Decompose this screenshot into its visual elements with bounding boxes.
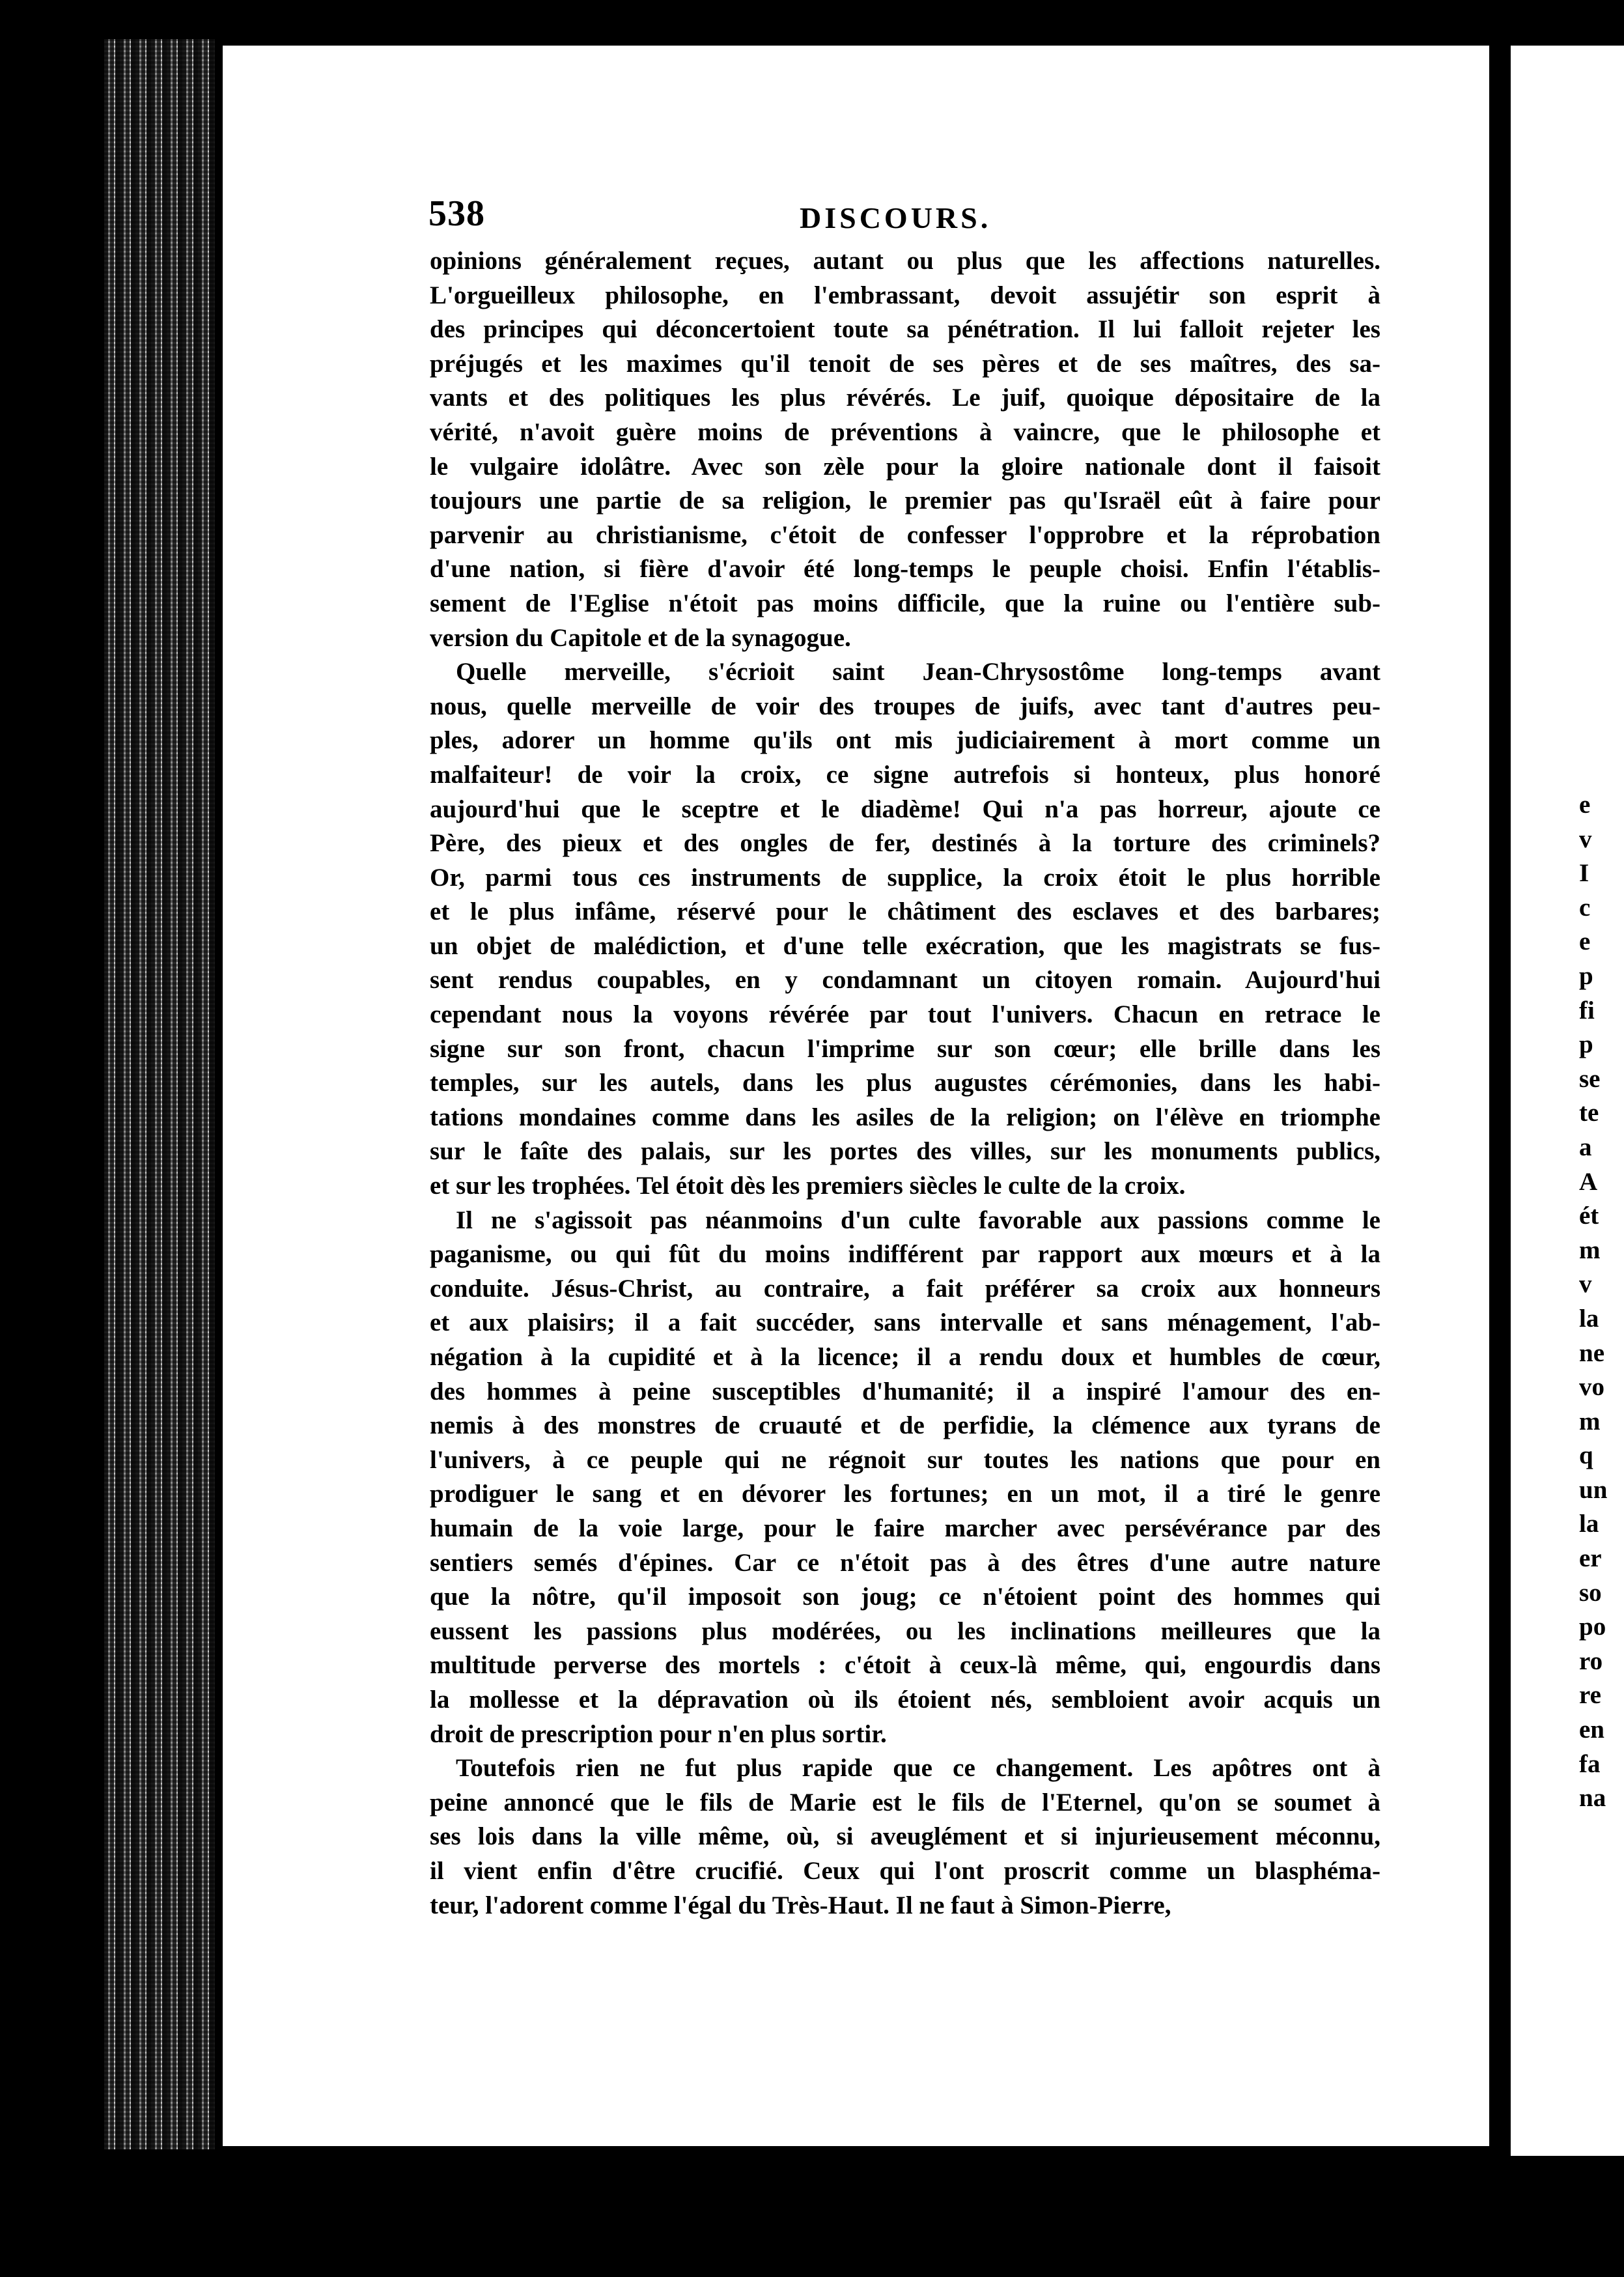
text-line: toujours une partie de sa religion, le premier pas qu'Israël eût à faire pour — [430, 487, 1380, 515]
adjacent-page-fragment: la — [1579, 1304, 1599, 1333]
text-line: négation à la cupidité et à la licence; il a rendu doux et humbles de cœur, — [430, 1343, 1380, 1371]
text-line: peine annoncé que le fils de Marie est le fils de l'Eternel, qu'on se soumet à — [430, 1788, 1380, 1817]
page-shadow — [215, 39, 223, 2149]
adjacent-page-fragment: te — [1579, 1099, 1599, 1127]
text-line: temples, sur les autels, dans les plus augustes cérémonies, dans les habi- — [430, 1069, 1380, 1097]
text-line: sement de l'Eglise n'étoit pas moins difficile, que la ruine ou l'entière sub- — [430, 589, 1380, 617]
text-line: d'une nation, si fière d'avoir été long-temps le peuple choisi. Enfin l'établis- — [430, 555, 1380, 584]
book-binding-edge — [104, 39, 215, 2149]
text-line: Père, des pieux et des ongles de fer, destinés à la torture des criminels? — [430, 829, 1380, 858]
text-line: Quelle merveille, s'écrioit saint Jean-Chrysostôme long-temps avant — [456, 658, 1380, 686]
paragraph — [430, 1751, 1380, 1923]
text-line: un objet de malédiction, et d'une telle exécration, que les magistrats se fus- — [430, 931, 1380, 960]
text-line: signe sur son front, chacun l'imprime sur son cœur; elle brille dans les — [430, 1034, 1380, 1063]
adjacent-page-fragment: en — [1579, 1716, 1604, 1744]
adjacent-page-fragment: a — [1579, 1133, 1592, 1161]
text-line: et aux plaisirs; il a fait succéder, sans intervalle et sans ménagement, l'ab- — [430, 1308, 1380, 1337]
text-line: L'orgueilleux philosophe, en l'embrassant, devoit assujétir son esprit à — [430, 281, 1380, 309]
adjacent-page-fragment: so — [1579, 1578, 1602, 1607]
text-line: parvenir au christianisme, c'étoit de confesser l'opprobre et la réprobation — [430, 520, 1380, 549]
text-line: sentiers semés d'épines. Car ce n'étoit pas à des êtres d'une autre nature — [430, 1548, 1380, 1577]
text-line: aujourd'hui que le sceptre et le diadème! Qui n'a pas horreur, ajoute ce — [430, 795, 1380, 823]
text-line: Il ne s'agissoit pas néanmoins d'un culte favorable aux passions comme le — [456, 1206, 1380, 1234]
text-line: sent rendus coupables, en y condamnant un citoyen romain. Aujourd'hui — [430, 966, 1380, 995]
page-number: 538 — [428, 193, 485, 234]
adjacent-page-fragment: re — [1579, 1681, 1601, 1710]
text-line: ses lois dans la ville même, où, si aveuglément et si injurieusement méconnu, — [430, 1822, 1380, 1851]
book-gutter — [1489, 39, 1511, 2156]
adjacent-page-fragment: fi — [1579, 996, 1595, 1025]
text-line: ples, adorer un homme qu'ils ont mis judiciairement à mort comme un — [430, 726, 1380, 755]
text-line: multitude perverse des mortels : c'étoit à ceux-là même, qui, engourdis dans — [430, 1651, 1380, 1680]
adjacent-page-fragment: er — [1579, 1544, 1602, 1573]
adjacent-page-fragment: m — [1579, 1407, 1601, 1436]
text-line: que la nôtre, qu'il imposoit son joug; ce n'étoient point des hommes qui — [430, 1583, 1380, 1611]
text-line: il vient enfin d'être crucifié. Ceux qui l'ont proscrit comme un blasphéma- — [430, 1856, 1380, 1885]
adjacent-page-fragment: vo — [1579, 1373, 1604, 1402]
text-line: et sur les trophées. Tel étoit dès les premiers siècles le culte de la croix. — [430, 1172, 1186, 1200]
text-line: tations mondaines comme dans les asiles de la religion; on l'élève en triomphe — [430, 1103, 1380, 1131]
text-line: humain de la voie large, pour le faire marcher avec persévérance par des — [430, 1514, 1380, 1542]
text-line: des principes qui déconcertoient toute sa pénétration. Il lui falloit rejeter les — [430, 315, 1380, 344]
text-line: malfaiteur! de voir la croix, ce signe autrefois si honteux, plus honoré — [430, 760, 1380, 789]
text-line: des hommes à peine susceptibles d'humanité; il a inspiré l'amour des en- — [430, 1377, 1380, 1406]
paragraph — [430, 1204, 1380, 1752]
adjacent-page-fragment: I — [1579, 859, 1589, 888]
adjacent-page-text — [1579, 788, 1607, 1816]
paragraph — [430, 655, 1380, 1204]
adjacent-page-fragment: un — [1579, 1475, 1608, 1504]
text-line: et le plus infâme, réservé pour le châtiment des esclaves et des barbares; — [430, 898, 1380, 926]
text-line: droit de prescription pour n'en plus sortir. — [430, 1719, 887, 1748]
adjacent-page-fragment: ne — [1579, 1338, 1604, 1367]
adjacent-page-fragment: p — [1579, 1030, 1593, 1059]
adjacent-page-fragment: la — [1579, 1510, 1599, 1538]
adjacent-page-fragment: ro — [1579, 1647, 1603, 1675]
adjacent-page — [1511, 46, 1624, 2156]
text-line: cependant nous la voyons révérée par tout l'univers. Chacun en retrace le — [430, 1000, 1380, 1029]
paragraph — [430, 244, 1380, 655]
adjacent-page-fragment: m — [1579, 1236, 1601, 1264]
body-text — [430, 244, 1380, 1923]
text-line: opinions généralement reçues, autant ou plus que les affections naturelles. — [430, 247, 1380, 275]
text-line: version du Capitole et de la synagogue. — [430, 623, 851, 652]
text-line: Or, parmi tous ces instruments de supplice, la croix étoit le plus horrible — [430, 863, 1380, 892]
adjacent-page-fragment: fa — [1579, 1749, 1601, 1778]
text-line: l'univers, à ce peuple qui ne régnoit sur toutes les nations que pour en — [430, 1445, 1380, 1474]
text-line: préjugés et les maximes qu'il tenoit de ses pères et de ses maîtres, des sa- — [430, 349, 1380, 378]
text-line: eussent les passions plus modérées, ou les inclinations meilleures que la — [430, 1617, 1380, 1645]
adjacent-page-fragment: e — [1579, 791, 1591, 819]
text-line: prodiguer le sang et en dévorer les fortunes; en un mot, il a tiré le genre — [430, 1480, 1380, 1508]
adjacent-page-fragment: v — [1579, 1270, 1592, 1299]
text-line: conduite. Jésus-Christ, au contraire, a fait préférer sa croix aux honneurs — [430, 1274, 1380, 1303]
text-line: vants et des politiques les plus révérés. Le juif, quoique dépositaire de la — [430, 384, 1380, 412]
adjacent-page-fragment: na — [1579, 1784, 1606, 1813]
text-line: vérité, n'avoit guère moins de préventions à vaincre, que le philosophe et — [430, 417, 1380, 446]
text-line: nous, quelle merveille de voir des troupes de juifs, avec tant d'autres peu- — [430, 692, 1380, 720]
text-line: la mollesse et la dépravation où ils étoient nés, sembloient avoir acquis un — [430, 1685, 1380, 1714]
text-line: le vulgaire idolâtre. Avec son zèle pour la gloire nationale dont il faisoit — [430, 452, 1380, 481]
adjacent-page-fragment: se — [1579, 1064, 1601, 1093]
adjacent-page-fragment: e — [1579, 927, 1591, 956]
text-line: paganisme, ou qui fût du moins indifférent par rapport aux mœurs et à la — [430, 1240, 1380, 1269]
text-line: Toutefois rien ne fut plus rapide que ce changement. Les apôtres ont à — [456, 1754, 1380, 1783]
text-line: teur, l'adorent comme l'égal du Très-Haut. Il ne faut à Simon-Pierre, — [430, 1891, 1171, 1919]
adjacent-page-fragment: q — [1579, 1441, 1593, 1470]
adjacent-page-fragment: A — [1579, 1167, 1598, 1196]
running-head: DISCOURS. — [800, 201, 992, 234]
text-line: nemis à des monstres de cruauté et de perfidie, la clémence aux tyrans de — [430, 1411, 1380, 1440]
adjacent-page-fragment: p — [1579, 961, 1593, 990]
adjacent-page-fragment: po — [1579, 1613, 1606, 1641]
adjacent-page-fragment: ét — [1579, 1202, 1599, 1230]
adjacent-page-fragment: v — [1579, 825, 1592, 853]
text-line: sur le faîte des palais, sur les portes des villes, sur les monuments publics, — [430, 1137, 1380, 1166]
page-header — [428, 193, 1379, 245]
adjacent-page-fragment: c — [1579, 893, 1591, 922]
